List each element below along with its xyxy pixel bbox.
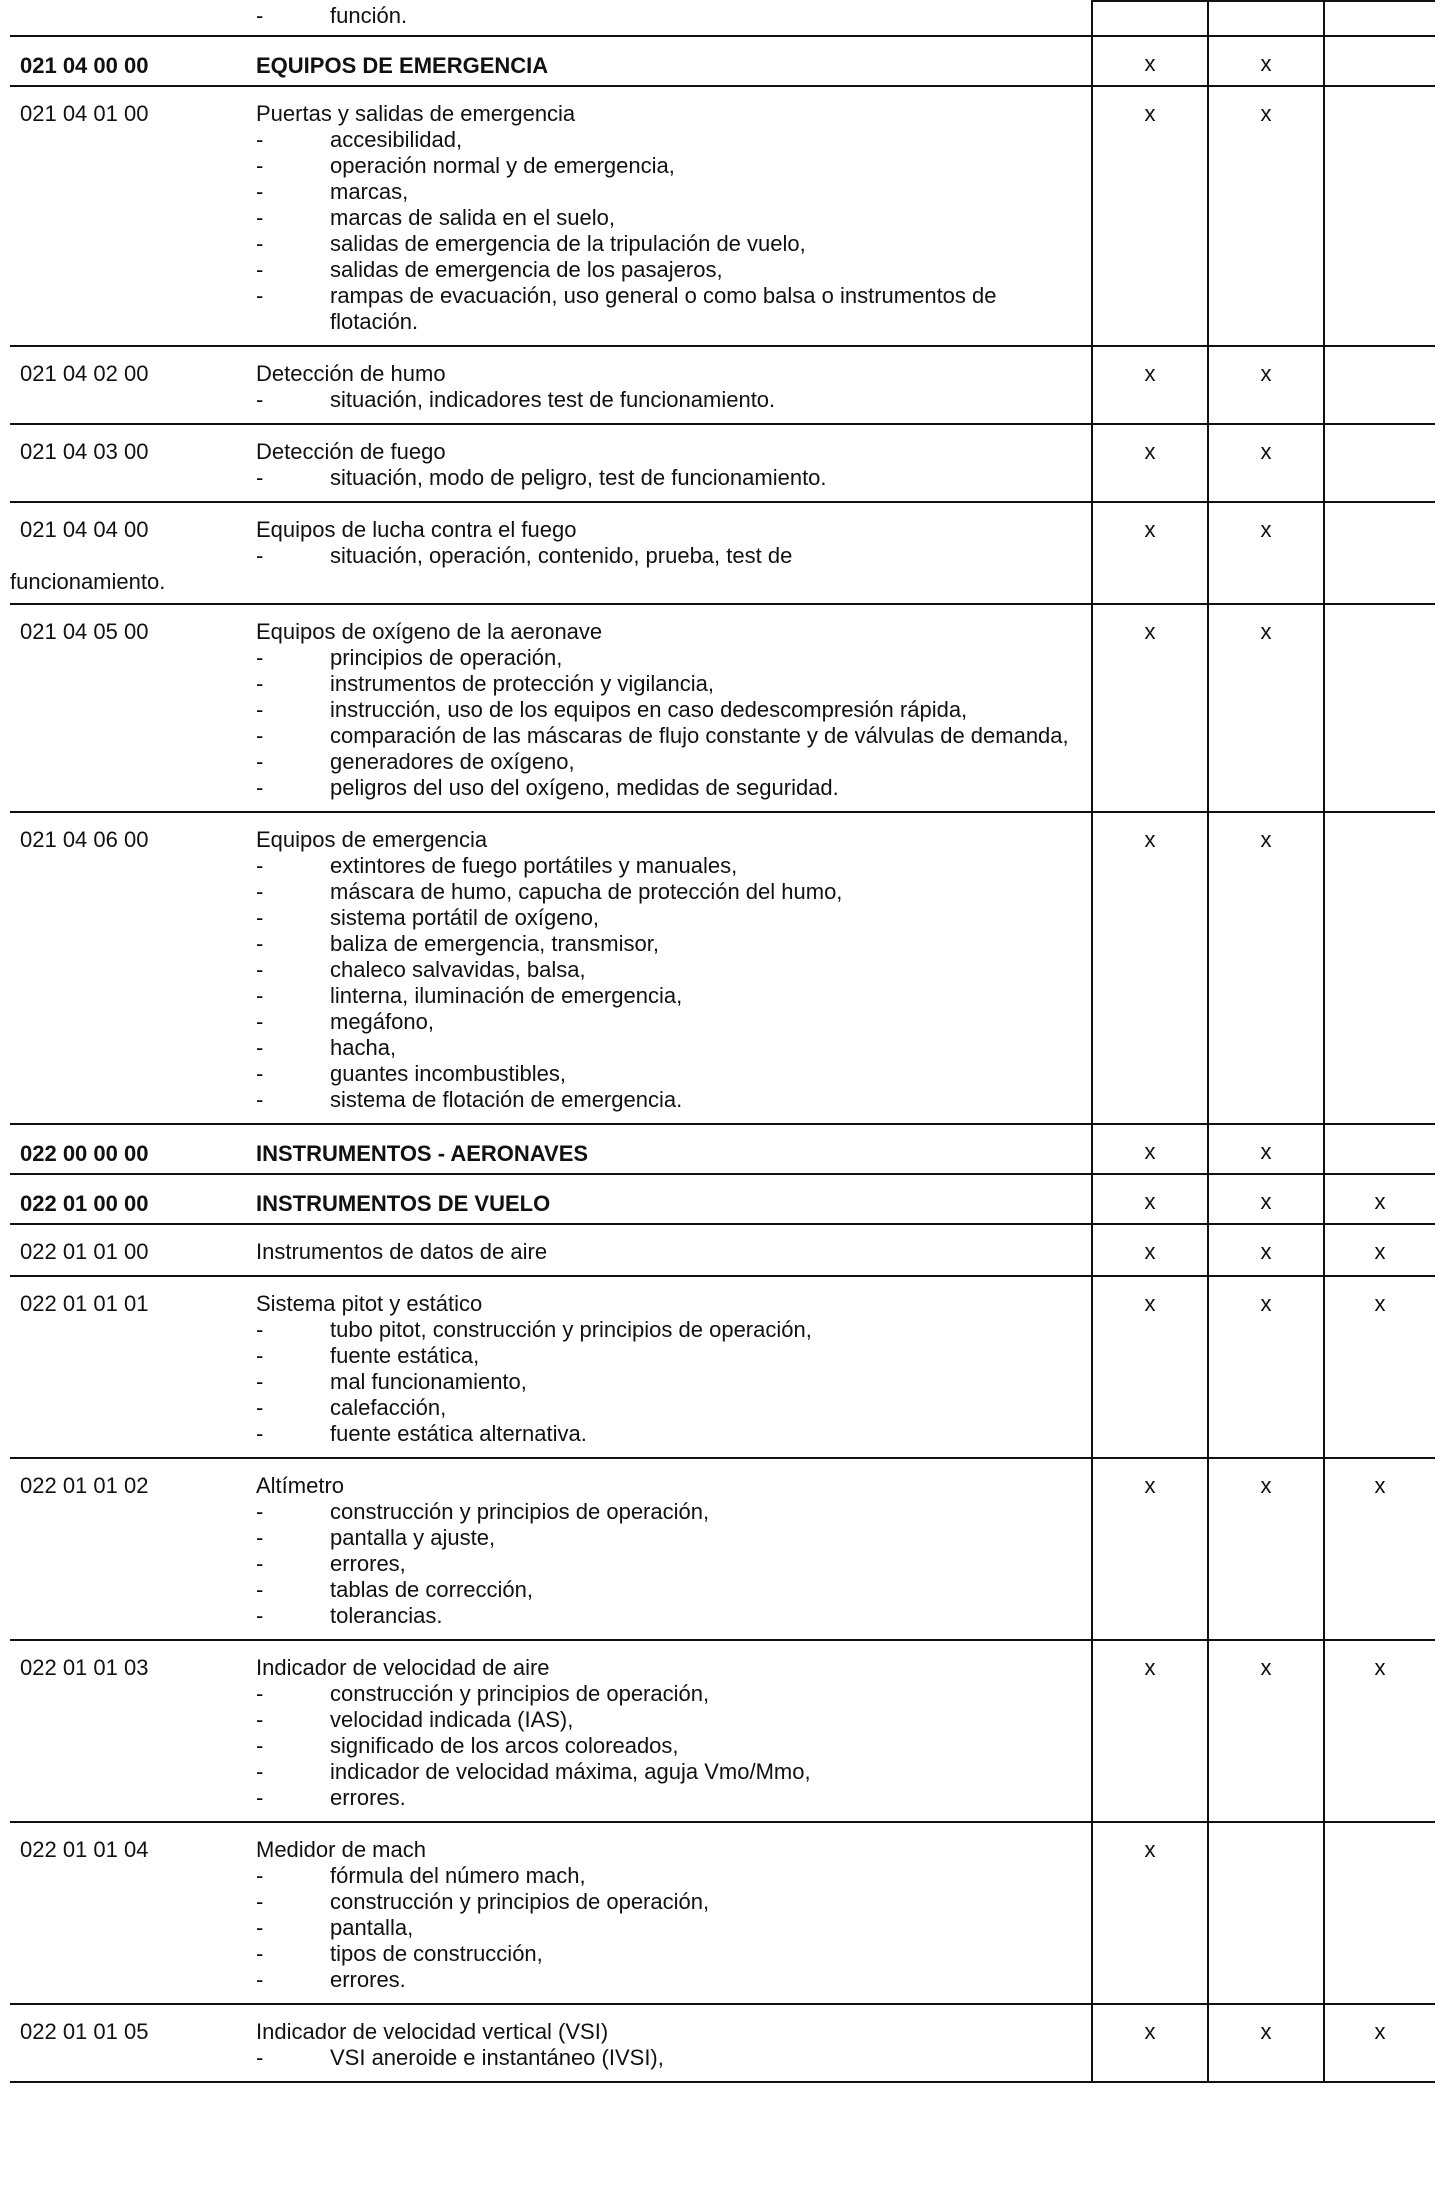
subtopic-text: función.: [330, 3, 408, 28]
row-code: 022 01 01 04: [10, 1822, 246, 2004]
bullet-dash: -: [256, 153, 264, 178]
subtopic-item: [256, 127, 1081, 153]
subtopic-text: megáfono,: [330, 1009, 434, 1034]
applicability-mark: x: [1092, 502, 1208, 569]
applicability-mark: x: [1092, 2004, 1208, 2082]
bullet-dash: -: [256, 1317, 264, 1342]
applicability-mark: x: [1324, 1276, 1435, 1458]
subtopic-item: [256, 1577, 1081, 1603]
subtopic-item: [256, 957, 1081, 983]
applicability-mark: [1324, 604, 1435, 812]
row-description: [246, 1822, 1092, 2004]
syllabus-row: [10, 1276, 1435, 1458]
bullet-dash: -: [256, 1603, 264, 1628]
row-code: 022 01 01 05: [10, 2004, 246, 2082]
applicability-mark: x: [1208, 502, 1324, 569]
applicability-mark: [1324, 1, 1435, 36]
subtopic-item: [256, 1785, 1081, 1811]
subtopic-text: VSI aneroide e instantáneo (IVSI),: [330, 2045, 664, 2070]
bullet-dash: -: [256, 231, 264, 256]
subtopic-text: sistema portátil de oxígeno,: [330, 905, 600, 930]
subtopic-item: [256, 723, 1081, 749]
applicability-mark: [1208, 1822, 1324, 2004]
subtopic-item: [256, 1889, 1081, 1915]
row-description: [246, 604, 1092, 812]
row-code: 021 04 00 00: [10, 36, 246, 86]
syllabus-row: [10, 502, 1435, 569]
subtopic-item: [256, 179, 1081, 205]
syllabus-row: [10, 424, 1435, 502]
row-description: [246, 1124, 1092, 1174]
subtopic-item: [256, 775, 1081, 801]
subtopic-text: tolerancias.: [330, 1603, 443, 1628]
bullet-dash: -: [256, 957, 264, 982]
subtopic-text: marcas de salida en el suelo,: [330, 205, 615, 230]
bullet-dash: -: [256, 879, 264, 904]
subtopic-item: [256, 2045, 1081, 2071]
bullet-dash: -: [256, 543, 264, 568]
subtopic-text: máscara de humo, capucha de protección del humo,: [330, 879, 843, 904]
subtopic-text: rampas de evacuación, uso general o como balsa o instrumentos de flotación.: [330, 283, 997, 334]
syllabus-row: [10, 1124, 1435, 1174]
bullet-dash: -: [256, 387, 264, 412]
subtopic-item: [256, 231, 1081, 257]
subtopic-text: indicador de velocidad máxima, aguja Vmo/Mmo,: [330, 1759, 811, 1784]
bullet-dash: -: [256, 697, 264, 722]
bullet-dash: -: [256, 179, 264, 204]
subtopic-item: [256, 1967, 1081, 1993]
syllabus-document: [10, 0, 1435, 2210]
subtopic-item: [256, 465, 1081, 491]
syllabus-row: [10, 1174, 1435, 1224]
row-description: [246, 86, 1092, 346]
subtopic-text: construcción y principios de operación,: [330, 1889, 710, 1914]
applicability-mark: x: [1208, 86, 1324, 346]
subtopic-item: [256, 1087, 1081, 1113]
row-code: 022 01 01 01: [10, 1276, 246, 1458]
subtopic-item: [256, 879, 1081, 905]
subtopic-item: [256, 645, 1081, 671]
applicability-mark: x: [1208, 1224, 1324, 1276]
applicability-mark-empty: [1208, 569, 1324, 604]
subtopic-text: pantalla,: [330, 1915, 414, 1940]
subtopic-text: generadores de oxígeno,: [330, 749, 575, 774]
subtopic-text: peligros del uso del oxígeno, medidas de seguridad.: [330, 775, 839, 800]
applicability-mark: x: [1324, 1224, 1435, 1276]
syllabus-row: [10, 1, 1435, 36]
syllabus-row: [10, 2004, 1435, 2082]
subtopic-item: [256, 1863, 1081, 1889]
bullet-dash: -: [256, 1087, 264, 1112]
subtopic-item: [256, 3, 1081, 29]
continuation-row: [10, 569, 1435, 604]
bullet-dash: -: [256, 1707, 264, 1732]
row-description: [246, 1, 1092, 36]
subtopic-item: [256, 697, 1081, 723]
applicability-mark: x: [1208, 36, 1324, 86]
row-title: Equipos de oxígeno de la aeronave: [256, 619, 603, 644]
subtopic-text: chaleco salvavidas, balsa,: [330, 957, 586, 982]
subtopic-text: instrumentos de protección y vigilancia,: [330, 671, 714, 696]
bullet-dash: -: [256, 1681, 264, 1706]
subtopic-item: [256, 1603, 1081, 1629]
bullet-dash: -: [256, 283, 264, 308]
continuation-text: funcionamiento.: [10, 569, 1092, 604]
subtopic-text: accesibilidad,: [330, 127, 463, 152]
subtopic-text: situación, modo de peligro, test de funcionamiento.: [330, 465, 827, 490]
row-description: [246, 1224, 1092, 1276]
bullet-dash: -: [256, 645, 264, 670]
row-description: [246, 1174, 1092, 1224]
bullet-dash: -: [256, 127, 264, 152]
applicability-mark: x: [1092, 604, 1208, 812]
subtopic-item: [256, 1941, 1081, 1967]
subtopic-text: salidas de emergencia de la tripulación de vuelo,: [330, 231, 806, 256]
subtopic-item: [256, 1915, 1081, 1941]
syllabus-rows: [10, 1, 1435, 2082]
row-title: Detección de humo: [256, 361, 446, 386]
applicability-mark: [1324, 424, 1435, 502]
applicability-mark: [1324, 36, 1435, 86]
applicability-mark: x: [1324, 1458, 1435, 1640]
row-code: 021 04 02 00: [10, 346, 246, 424]
subtopic-text: salidas de emergencia de los pasajeros,: [330, 257, 723, 282]
subtopic-text: guantes incombustibles,: [330, 1061, 567, 1086]
row-description: [246, 346, 1092, 424]
subtopic-text: sistema de flotación de emergencia.: [330, 1087, 683, 1112]
row-description: [246, 812, 1092, 1124]
subtopic-item: [256, 1681, 1081, 1707]
subtopic-item: [256, 1343, 1081, 1369]
bullet-dash: -: [256, 1941, 264, 1966]
subtopic-text: situación, operación, contenido, prueba, test de: [330, 543, 793, 568]
row-title: Equipos de emergencia: [256, 827, 488, 852]
applicability-mark-empty: [1092, 569, 1208, 604]
subtopic-text: fuente estática,: [330, 1343, 480, 1368]
subtopic-item: [256, 1061, 1081, 1087]
bullet-dash: -: [256, 3, 264, 28]
bullet-dash: -: [256, 1889, 264, 1914]
row-title: Altímetro: [256, 1473, 345, 1498]
subtopic-item: [256, 283, 1081, 335]
subtopic-item: [256, 1733, 1081, 1759]
row-title: Puertas y salidas de emergencia: [256, 101, 576, 126]
bullet-dash: -: [256, 1343, 264, 1368]
applicability-mark: x: [1092, 1276, 1208, 1458]
syllabus-row: [10, 1822, 1435, 2004]
subtopic-item: [256, 543, 1081, 569]
bullet-dash: -: [256, 1525, 264, 1550]
bullet-dash: -: [256, 1395, 264, 1420]
subtopic-text: errores.: [330, 1785, 406, 1810]
row-description: [246, 36, 1092, 86]
row-title: INSTRUMENTOS - AERONAVES: [256, 1141, 589, 1166]
subtopic-item: [256, 1707, 1081, 1733]
row-title: Indicador de velocidad vertical (VSI): [256, 2019, 609, 2044]
subtopic-item: [256, 905, 1081, 931]
subtopic-item: [256, 853, 1081, 879]
bullet-dash: -: [256, 671, 264, 696]
applicability-mark: [1208, 1, 1324, 36]
syllabus-row: [10, 604, 1435, 812]
row-code: 021 04 06 00: [10, 812, 246, 1124]
bullet-dash: -: [256, 2045, 264, 2070]
applicability-mark: x: [1208, 1276, 1324, 1458]
row-title: Equipos de lucha contra el fuego: [256, 517, 577, 542]
bullet-dash: -: [256, 1009, 264, 1034]
syllabus-row: [10, 1640, 1435, 1822]
subtopic-item: [256, 1551, 1081, 1577]
bullet-dash: -: [256, 1759, 264, 1784]
subtopic-text: calefacción,: [330, 1395, 447, 1420]
subtopic-item: [256, 1499, 1081, 1525]
subtopic-item: [256, 205, 1081, 231]
subtopic-text: pantalla y ajuste,: [330, 1525, 496, 1550]
subtopic-text: tablas de corrección,: [330, 1577, 533, 1602]
subtopic-item: [256, 1759, 1081, 1785]
applicability-mark: x: [1092, 1174, 1208, 1224]
bullet-dash: -: [256, 931, 264, 956]
subtopic-text: construcción y principios de operación,: [330, 1499, 710, 1524]
subtopic-text: tubo pitot, construcción y principios de operación,: [330, 1317, 812, 1342]
row-title: INSTRUMENTOS DE VUELO: [256, 1191, 551, 1216]
subtopic-text: construcción y principios de operación,: [330, 1681, 710, 1706]
bullet-dash: -: [256, 853, 264, 878]
bullet-dash: -: [256, 1035, 264, 1060]
row-description: [246, 1640, 1092, 1822]
bullet-dash: -: [256, 723, 264, 748]
subtopic-text: marcas,: [330, 179, 409, 204]
applicability-mark: [1092, 1, 1208, 36]
subtopic-text: operación normal y de emergencia,: [330, 153, 675, 178]
applicability-mark: x: [1208, 1458, 1324, 1640]
bullet-dash: -: [256, 1915, 264, 1940]
applicability-mark: x: [1208, 2004, 1324, 2082]
row-code: 021 04 03 00: [10, 424, 246, 502]
row-code: [10, 1, 246, 36]
applicability-mark: [1324, 812, 1435, 1124]
row-title: Sistema pitot y estático: [256, 1291, 483, 1316]
subtopic-text: hacha,: [330, 1035, 397, 1060]
applicability-mark: [1324, 346, 1435, 424]
subtopic-text: fórmula del número mach,: [330, 1863, 586, 1888]
subtopic-text: baliza de emergencia, transmisor,: [330, 931, 659, 956]
applicability-mark: x: [1092, 1458, 1208, 1640]
subtopic-text: fuente estática alternativa.: [330, 1421, 587, 1446]
row-title: Instrumentos de datos de aire: [256, 1239, 548, 1264]
applicability-mark: x: [1324, 1640, 1435, 1822]
applicability-mark: x: [1092, 36, 1208, 86]
applicability-mark: x: [1208, 346, 1324, 424]
bullet-dash: -: [256, 1369, 264, 1394]
applicability-mark: x: [1208, 424, 1324, 502]
syllabus-table: [10, 0, 1435, 2083]
subtopic-item: [256, 1421, 1081, 1447]
row-code: 022 01 00 00: [10, 1174, 246, 1224]
row-description: [246, 1458, 1092, 1640]
bullet-dash: -: [256, 1785, 264, 1810]
applicability-mark: [1324, 86, 1435, 346]
bullet-dash: -: [256, 1499, 264, 1524]
syllabus-row: [10, 346, 1435, 424]
applicability-mark: x: [1092, 424, 1208, 502]
applicability-mark-empty: [1324, 569, 1435, 604]
subtopic-text: errores.: [330, 1967, 406, 1992]
row-description: [246, 502, 1092, 569]
applicability-mark: x: [1092, 1640, 1208, 1822]
bullet-dash: -: [256, 1967, 264, 1992]
bullet-dash: -: [256, 257, 264, 282]
bullet-dash: -: [256, 983, 264, 1008]
bullet-dash: -: [256, 1733, 264, 1758]
subtopic-item: [256, 983, 1081, 1009]
subtopic-text: principios de operación,: [330, 645, 563, 670]
applicability-mark: x: [1092, 346, 1208, 424]
applicability-mark: x: [1092, 86, 1208, 346]
bullet-dash: -: [256, 1061, 264, 1086]
bullet-dash: -: [256, 465, 264, 490]
bullet-dash: -: [256, 1577, 264, 1602]
subtopic-item: [256, 931, 1081, 957]
applicability-mark: x: [1208, 1174, 1324, 1224]
bullet-dash: -: [256, 749, 264, 774]
bullet-dash: -: [256, 775, 264, 800]
applicability-mark: x: [1208, 812, 1324, 1124]
row-title: EQUIPOS DE EMERGENCIA: [256, 53, 549, 78]
applicability-mark: x: [1324, 1174, 1435, 1224]
applicability-mark: [1324, 502, 1435, 569]
applicability-mark: x: [1092, 1822, 1208, 2004]
subtopic-text: situación, indicadores test de funcionamiento.: [330, 387, 776, 412]
row-code: 022 00 00 00: [10, 1124, 246, 1174]
subtopic-item: [256, 257, 1081, 283]
subtopic-text: significado de los arcos coloreados,: [330, 1733, 679, 1758]
row-code: 021 04 05 00: [10, 604, 246, 812]
bullet-dash: -: [256, 1863, 264, 1888]
subtopic-item: [256, 1395, 1081, 1421]
subtopic-text: linterna, iluminación de emergencia,: [330, 983, 683, 1008]
syllabus-row: [10, 1224, 1435, 1276]
applicability-mark: [1324, 1822, 1435, 2004]
row-title: Detección de fuego: [256, 439, 446, 464]
row-code: 022 01 01 03: [10, 1640, 246, 1822]
applicability-mark: x: [1092, 1224, 1208, 1276]
syllabus-row: [10, 36, 1435, 86]
row-code: 022 01 01 00: [10, 1224, 246, 1276]
applicability-mark: x: [1092, 1124, 1208, 1174]
subtopic-item: [256, 1525, 1081, 1551]
row-code: 022 01 01 02: [10, 1458, 246, 1640]
syllabus-row: [10, 86, 1435, 346]
bullet-dash: -: [256, 1421, 264, 1446]
subtopic-text: extintores de fuego portátiles y manuales,: [330, 853, 738, 878]
bullet-dash: -: [256, 1551, 264, 1576]
row-code: 021 04 01 00: [10, 86, 246, 346]
syllabus-row: [10, 1458, 1435, 1640]
subtopic-item: [256, 1317, 1081, 1343]
applicability-mark: x: [1324, 2004, 1435, 2082]
row-code: 021 04 04 00: [20, 517, 149, 542]
subtopic-text: comparación de las máscaras de flujo constante y de válvulas de demanda,: [330, 723, 1069, 748]
row-description: [246, 424, 1092, 502]
subtopic-text: tipos de construcción,: [330, 1941, 543, 1966]
subtopic-item: [256, 1035, 1081, 1061]
applicability-mark: [1324, 1124, 1435, 1174]
row-title: Indicador de velocidad de aire: [256, 1655, 550, 1680]
applicability-mark: x: [1208, 604, 1324, 812]
subtopic-item: [256, 749, 1081, 775]
subtopic-text: velocidad indicada (IAS),: [330, 1707, 574, 1732]
subtopic-item: [256, 1369, 1081, 1395]
row-title: Medidor de mach: [256, 1837, 426, 1862]
applicability-mark: x: [1092, 812, 1208, 1124]
applicability-mark: x: [1208, 1640, 1324, 1822]
row-description: [246, 2004, 1092, 2082]
subtopic-text: errores,: [330, 1551, 406, 1576]
subtopic-item: [256, 387, 1081, 413]
subtopic-text: mal funcionamiento,: [330, 1369, 527, 1394]
row-description: [246, 1276, 1092, 1458]
bullet-dash: -: [256, 205, 264, 230]
subtopic-item: [256, 1009, 1081, 1035]
subtopic-text: instrucción, uso de los equipos en caso dedescompresión rápida,: [330, 697, 968, 722]
subtopic-item: [256, 153, 1081, 179]
syllabus-row: [10, 812, 1435, 1124]
applicability-mark: x: [1208, 1124, 1324, 1174]
subtopic-item: [256, 671, 1081, 697]
bullet-dash: -: [256, 905, 264, 930]
